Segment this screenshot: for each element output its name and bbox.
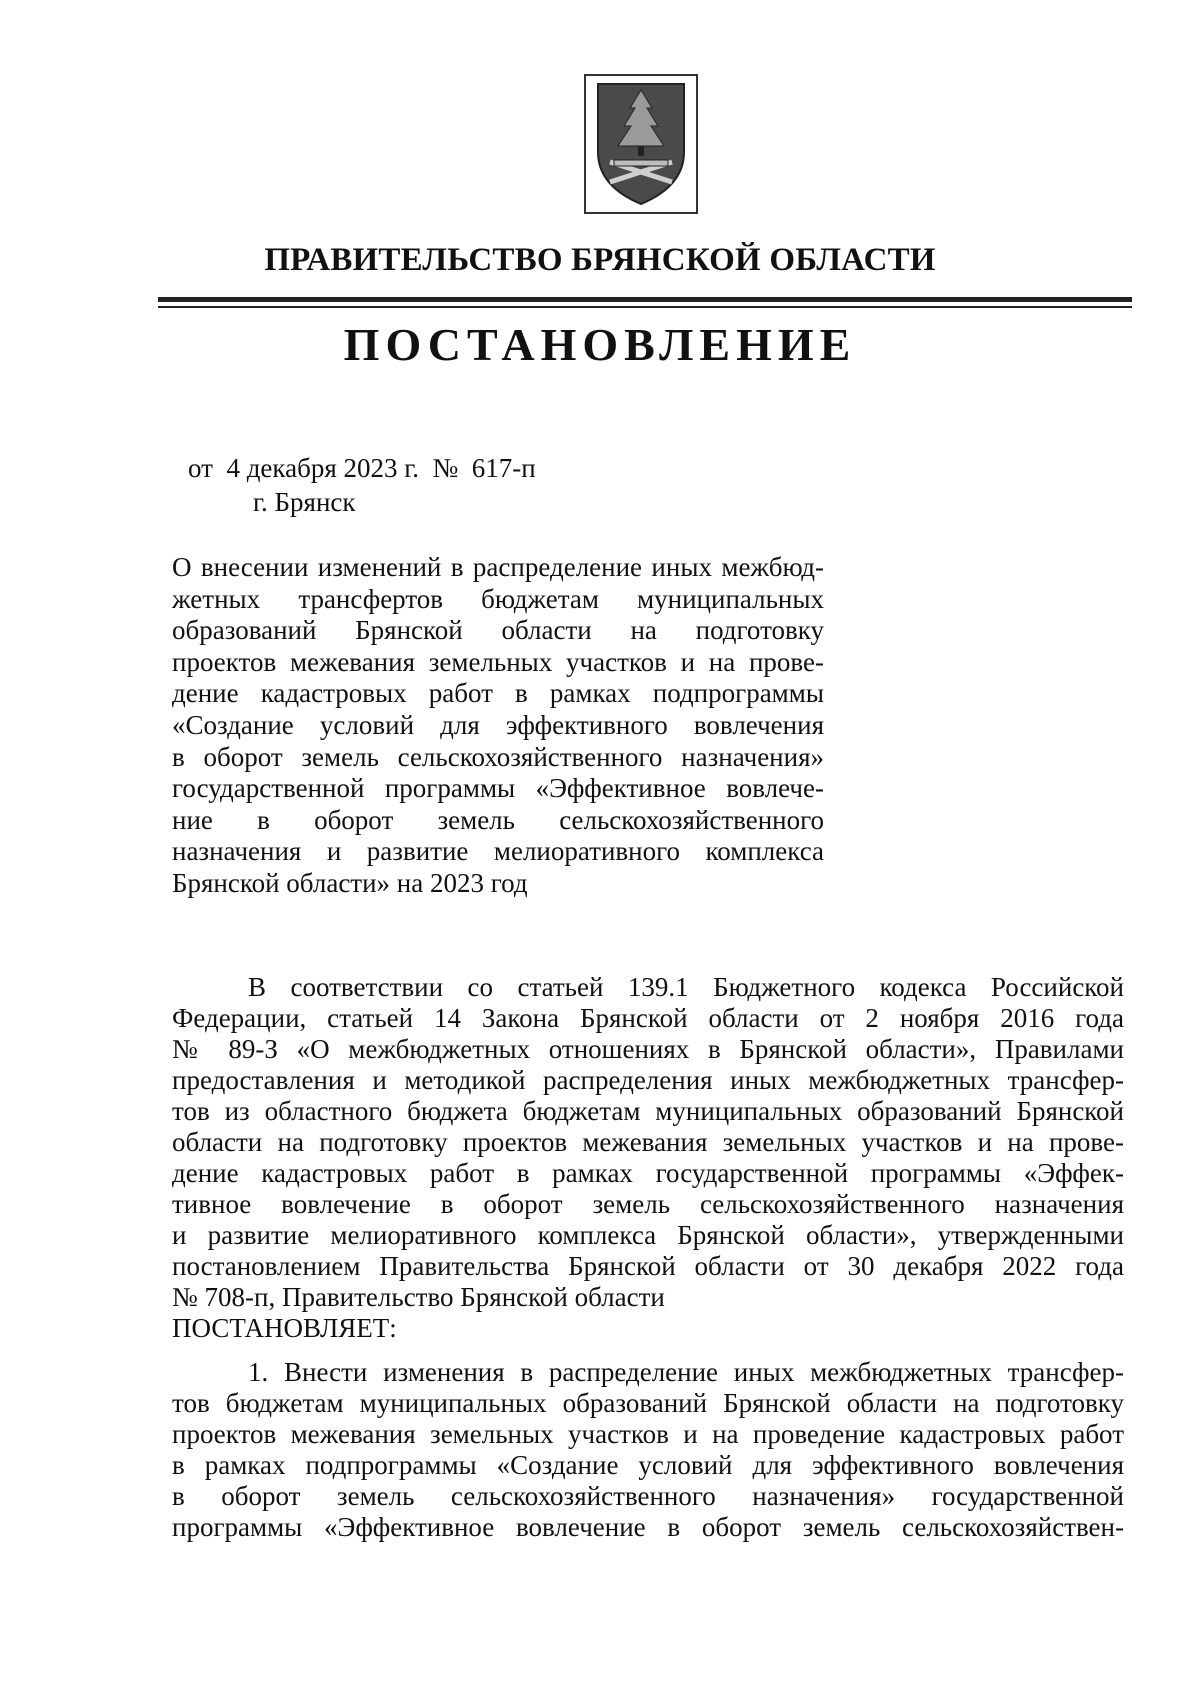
item-line: тов бюджетам муниципальных образований Брянской области на подготовку — [172, 1388, 1124, 1418]
resolves-line: ПОСТАНОВЛЯЕТ: — [172, 1313, 397, 1343]
organization-name: ПРАВИТЕЛЬСТВО БРЯНСКОЙ ОБЛАСТИ — [264, 242, 936, 278]
item-1-paragraph — [172, 1357, 1124, 1543]
date-number-line: от 4 декабря 2023 г. № 617-п — [188, 453, 536, 483]
subject-line: в оборот земель сельскохозяйственного назначения» — [172, 741, 824, 772]
header-rule-thick — [158, 297, 1132, 302]
preamble-line: постановлением Правительства Брянской области от 30 декабря 2022 года — [172, 1251, 1124, 1281]
preamble-line: и развитие мелиоративного комплекса Брянской области», утвержденными — [172, 1220, 1124, 1250]
item-line: в рамках подпрограммы «Создание условий для эффективного вовлечения — [172, 1450, 1124, 1480]
preamble-line: Федерации, статьей 14 Закона Брянской области от 2 ноября 2016 года — [172, 1003, 1124, 1033]
preamble-line: № 708-п, Правительство Брянской области — [172, 1282, 665, 1312]
preamble-line: тивное вовлечение в оборот земель сельскохозяйственного назначения — [172, 1189, 1124, 1219]
preamble-line: В соответствии со статьей 139.1 Бюджетного кодекса Российской — [248, 972, 1124, 1002]
item-line: программы «Эффективное вовлечение в оборот земель сельскохозяйствен- — [172, 1512, 1124, 1542]
item-line: 1. Внести изменения в распределение иных межбюджетных трансфер- — [248, 1357, 1124, 1387]
preamble-line: дение кадастровых работ в рамках государственной программы «Эффек- — [172, 1158, 1124, 1188]
subject-line: О внесении изменений в распределение иных межбюд- — [172, 552, 824, 582]
subject-line: образований Брянской области на подготовку — [172, 615, 824, 646]
subject-line: «Создание условий для эффективного вовлечения — [172, 709, 824, 740]
header-rule-thin — [158, 306, 1132, 308]
preamble-paragraph — [172, 972, 1124, 1344]
item-line: в оборот земель сельскохозяйственного назначения» государственной — [172, 1481, 1124, 1511]
subject-line: дение кадастровых работ в рамках подпрограммы — [172, 678, 824, 709]
subject-line: Брянской области» на 2023 год — [172, 867, 528, 898]
preamble-line: предоставления и методикой распределения иных межбюджетных трансфер- — [172, 1065, 1124, 1095]
document-type-title: ПОСТАНОВЛЕНИЕ — [343, 319, 857, 370]
city-line: г. Брянск — [253, 487, 356, 517]
preamble-line: тов из областного бюджета бюджетам муниципальных образований Брянской — [172, 1096, 1124, 1126]
preamble-line: области на подготовку проектов межевания земельных участков и на прове- — [172, 1127, 1124, 1157]
subject-block — [172, 552, 824, 900]
subject-line: государственной программы «Эффективное вовлече- — [172, 773, 824, 804]
subject-line: проектов межевания земельных участков и на прове- — [172, 646, 824, 677]
subject-line: жетных трансфертов бюджетам муниципальных — [172, 583, 824, 614]
preamble-line: № 89-З «О межбюджетных отношениях в Брянской области», Правилами — [172, 1034, 1124, 1064]
item-line: проектов межевания земельных участков и на проведение кадастровых работ — [172, 1419, 1124, 1449]
subject-line: назначения и развитие мелиоративного комплекса — [172, 836, 824, 867]
subject-line: ние в оборот земель сельскохозяйственного — [172, 804, 824, 835]
bryansk-coat-of-arms-icon — [584, 74, 698, 214]
